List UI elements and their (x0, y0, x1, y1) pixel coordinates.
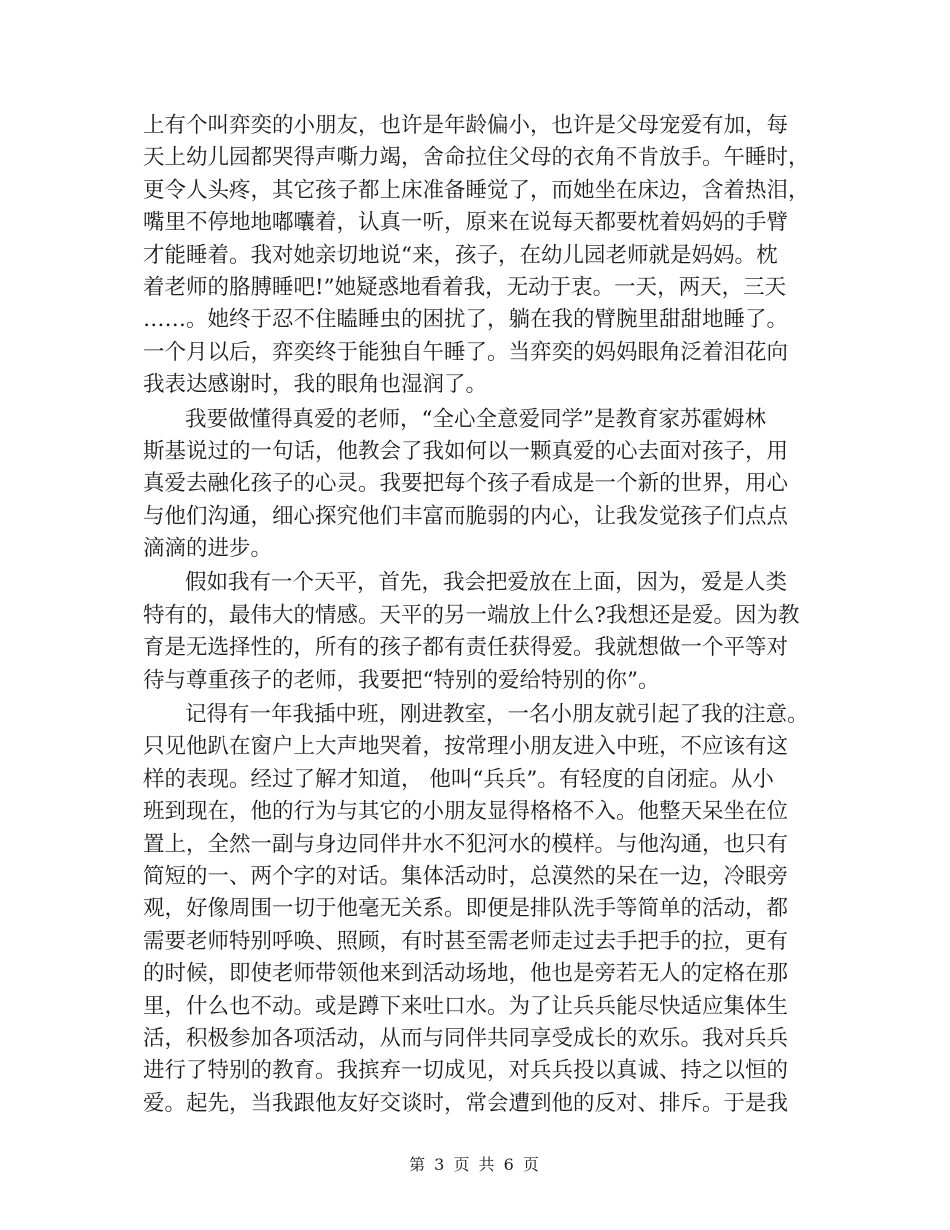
text-line: 爱。起先，当我跟他友好交谈时，常会遭到他的反对、排斥。于是我 (143, 1090, 789, 1116)
text-line: 里，什么也不动。或是蹲下来吐口水。为了让兵兵能尽快适应集体生 (143, 993, 789, 1019)
text-line: 与他们沟通，细心探究他们丰富而脆弱的内心，让我发觉孩子们点点 (143, 503, 789, 529)
text-line: 上有个叫弈奕的小朋友，也许是年龄偏小，也许是父母宠爱有加，每 (143, 113, 789, 138)
text-line: 我表达感谢时，我的眼角也湿润了。 (143, 372, 488, 398)
text-line: 真爱去融化孩子的心灵。我要把每个孩子看成是一个新的世界，用心 (143, 471, 789, 497)
text-line: 样的表现。经过了解才知道， 他叫“兵兵”。有轻度的自闭症。从小 (143, 766, 774, 792)
text-line: 特有的，最伟大的情感。天平的另一端放上什么?我想还是爱。因为教 (143, 602, 800, 628)
text-line: 活，积极参加各项活动，从而与同伴共同享受成长的欢乐。我对兵兵 (143, 1025, 789, 1051)
text-line: 一个月以后，弈奕终于能独自午睡了。当弈奕的妈妈眼角泛着泪花向 (143, 339, 789, 365)
text-line: 置上，全然一副与身边同伴井水不犯河水的模样。与他沟通，也只有 (143, 831, 789, 857)
text-line: 育是无选择性的，所有的孩子都有责任获得爱。我就想做一个平等对 (143, 635, 789, 661)
text-line: 只见他趴在窗户上大声地哭着，按常理小朋友进入中班，不应该有这 (143, 734, 789, 760)
paragraph-start-line: 我要做懂得真爱的老师，“全心全意爱同学”是教育家苏霍姆林 (185, 406, 766, 432)
text-line: 需要老师特别呼唤、照顾，有时甚至需老师走过去手把手的拉，更有 (143, 928, 789, 954)
text-line: 嘴里不停地地嘟囔着，认真一听，原来在说每天都要枕着妈妈的手臂 (143, 210, 789, 236)
text-line: 简短的一、两个字的对话。集体活动时，总漠然的呆在一边，冷眼旁 (143, 863, 789, 889)
text-line: 着老师的胳膊睡吧!”她疑惑地看着我，无动于衷。一天，两天，三天 (143, 274, 787, 300)
text-line: ……。她终于忍不住瞌睡虫的困扰了，躺在我的臂腕里甜甜地睡了。 (143, 307, 789, 333)
text-line: 观，好像周围一切于他毫无关系。即便是排队洗手等简单的活动，都 (143, 896, 789, 922)
page-number-footer: 第 3 页 共 6 页 (409, 1155, 541, 1174)
text-line: 斯基说过的一句话，他教会了我如何以一颗真爱的心去面对孩子，用 (143, 438, 789, 464)
paragraph-start-line: 记得有一年我插中班，刚进教室，一名小朋友就引起了我的注意。 (185, 702, 809, 728)
text-line: 的时候，即使老师带领他来到活动场地，他也是旁若无人的定格在那 (143, 961, 789, 987)
text-line: 天上幼儿园都哭得声嘶力竭，舍命拉住父母的衣角不肯放手。午睡时， (143, 145, 810, 171)
text-line: 更令人头疼，其它孩子都上床准备睡觉了，而她坐在床边，含着热泪， (143, 177, 810, 203)
text-line: 进行了特别的教育。我摈弃一切成见，对兵兵投以真诚、持之以恒的 (143, 1058, 789, 1084)
text-line: 才能睡着。我对她亲切地说“来，孩子，在幼儿园老师就是妈妈。枕 (143, 242, 778, 268)
body-text (143, 110, 813, 1120)
text-line: 待与尊重孩子的老师，我要把“特别的爱给特别的你”。 (143, 667, 660, 693)
text-line: 班到现在，他的行为与其它的小朋友显得格格不入。他整天呆坐在位 (143, 799, 789, 825)
text-line: 滴滴的进步。 (143, 536, 273, 562)
paragraph-start-line: 假如我有一个天平，首先，我会把爱放在上面，因为，爱是人类 (185, 570, 788, 596)
